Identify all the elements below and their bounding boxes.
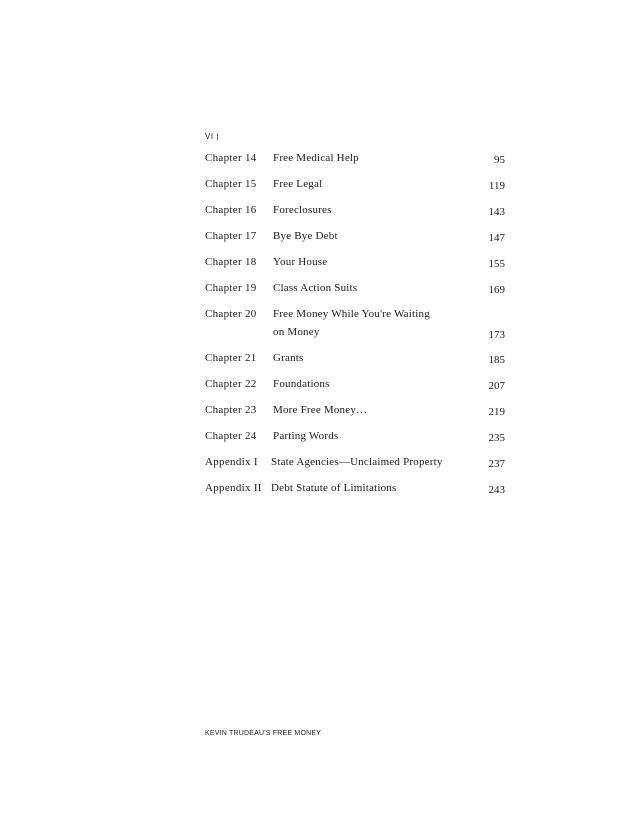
toc-chapter-title: More Free Money… — [273, 404, 368, 416]
toc-chapter-title: Free Medical Help — [273, 152, 359, 164]
toc-chapter-number: Chapter 19 — [205, 282, 257, 294]
toc-page-number: 207 — [488, 380, 505, 392]
toc-chapter-title: Class Action Suits — [273, 282, 358, 294]
toc-chapter-title: Your House — [273, 256, 328, 268]
toc-appendix-title: State Agencies—Unclaimed Property — [271, 456, 443, 468]
toc-appendix-title: Debt Statute of Limitations — [271, 482, 397, 494]
toc-appendix-number: Appendix I — [205, 456, 258, 468]
toc-chapter-title: Foreclosures — [273, 204, 332, 216]
toc-chapter-title: Parting Words — [273, 430, 339, 442]
toc-chapter-title: Free Legal — [273, 178, 323, 190]
toc-chapter-title-continued: on Money — [273, 326, 320, 338]
toc-page-number: 169 — [488, 284, 505, 296]
toc-page-number: 219 — [488, 406, 505, 418]
toc-chapter-number: Chapter 15 — [205, 178, 257, 190]
page-number-header: VI | — [205, 132, 219, 141]
toc-appendix-number: Appendix II — [205, 482, 262, 494]
toc-chapter-title: Grants — [273, 352, 304, 364]
toc-chapter-number: Chapter 22 — [205, 378, 257, 390]
toc-chapter-number: Chapter 24 — [205, 430, 257, 442]
toc-page-number: 235 — [488, 432, 505, 444]
toc-chapter-number: Chapter 14 — [205, 152, 257, 164]
toc-chapter-title: Bye Bye Debt — [273, 230, 338, 242]
toc-page-number: 185 — [488, 354, 505, 366]
toc-chapter-title: Free Money While You're Waiting — [273, 308, 430, 320]
toc-chapter-number: Chapter 18 — [205, 256, 257, 268]
toc-page-number: 147 — [488, 232, 505, 244]
toc-page-number: 119 — [488, 180, 505, 192]
toc-page-number: 155 — [488, 258, 505, 270]
toc-chapter-number: Chapter 20 — [205, 308, 257, 320]
toc-page-number: 95 — [494, 154, 505, 166]
toc-chapter-title: Foundations — [273, 378, 330, 390]
toc-page-number: 243 — [488, 484, 505, 496]
toc-chapter-number: Chapter 17 — [205, 230, 257, 242]
toc-chapter-number: Chapter 23 — [205, 404, 257, 416]
toc-chapter-number: Chapter 21 — [205, 352, 257, 364]
toc-page-number: 143 — [488, 206, 505, 218]
running-footer: KEVIN TRUDEAU'S FREE MONEY — [205, 730, 322, 737]
toc-page-number: 237 — [488, 458, 505, 470]
toc-chapter-number: Chapter 16 — [205, 204, 257, 216]
toc-page-number: 173 — [488, 329, 505, 341]
